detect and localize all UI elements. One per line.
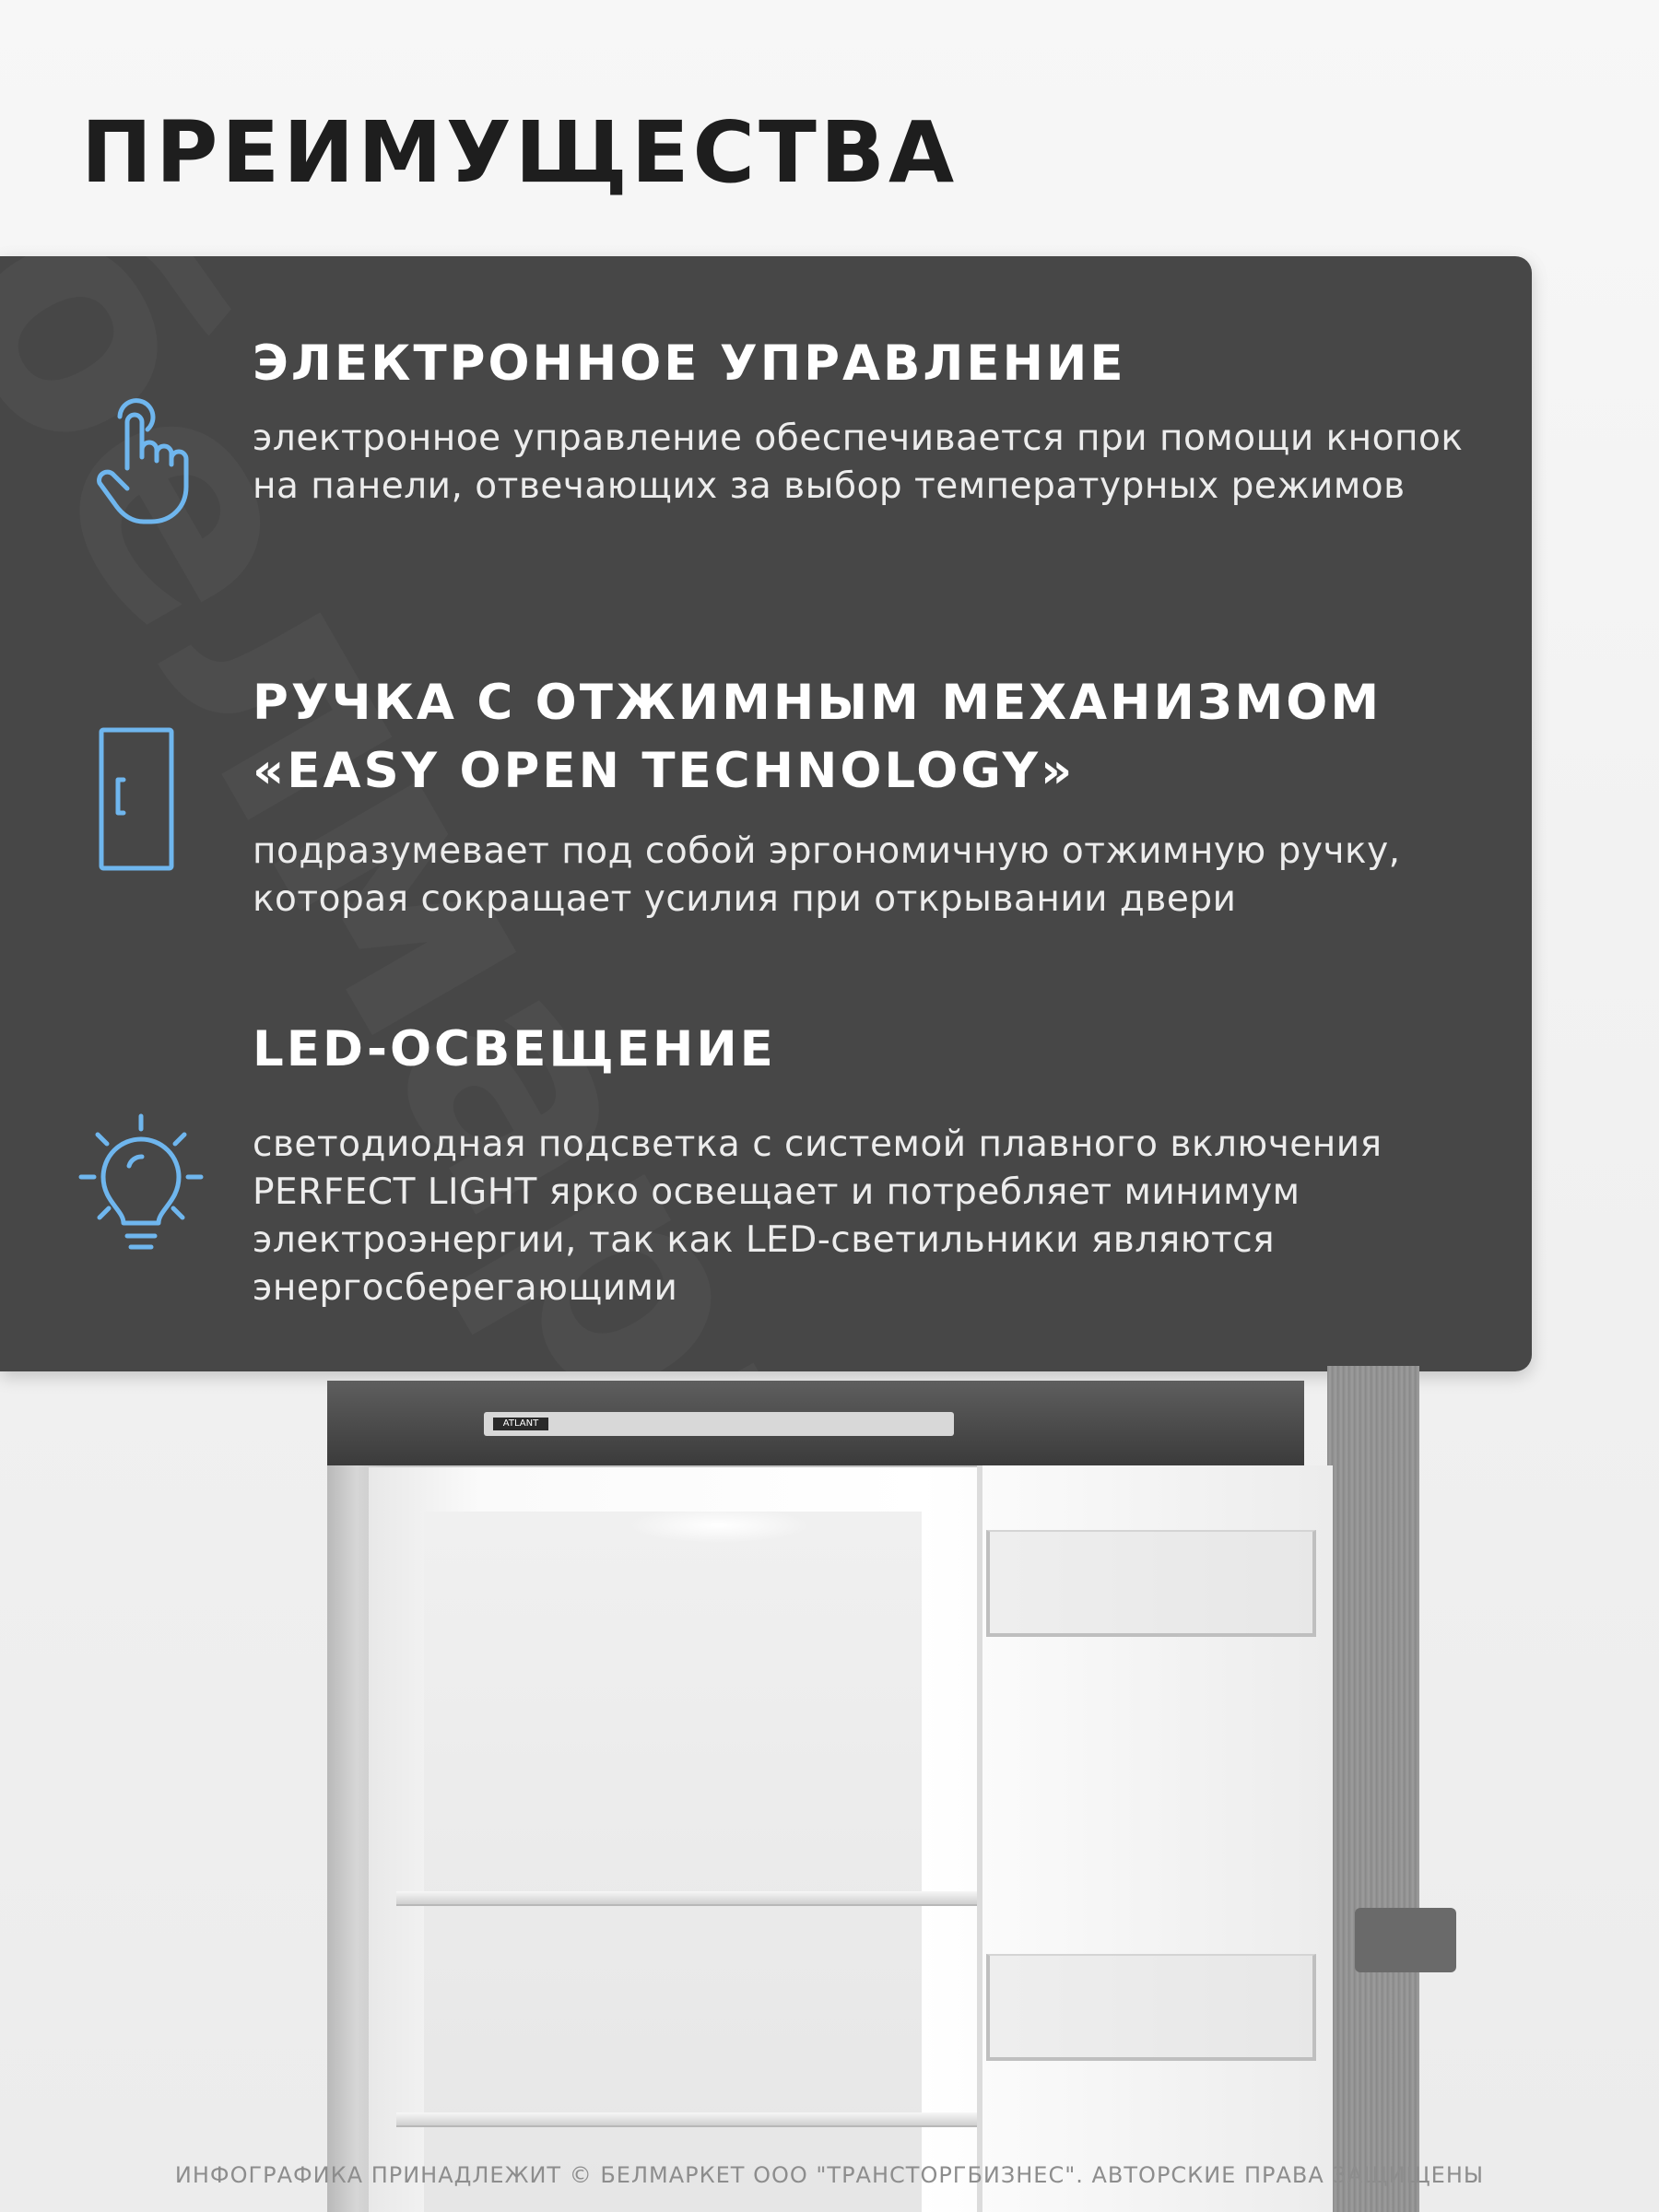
fridge-shelf [396,1891,986,1906]
brand-logo: ATLANT [493,1418,548,1430]
fridge-shelf [396,2112,986,2127]
feature-description: подразумевает под собой эргономичную отжимную ручку, которая сокращает усилия при открывании двери [253,830,1401,920]
fridge-door [1327,1366,1419,2212]
feature-description: электронное управление обеспечивается при помощи кнопок на панели, отвечающих за выбор температурных режимов [253,418,1464,507]
control-strip [484,1412,954,1436]
feature-title: LED-ОСВЕЩЕНИЕ [253,1021,776,1077]
door-hinge [1355,1908,1456,1972]
copyright-notice: ИНФОГРАФИКА ПРИНАДЛЕЖИТ © БЕЛМАРКЕТ ООО "ТРАНСТОРГБИЗНЕС". АВТОРСКИЕ ПРАВА ЗАЩИЩЕНЫ [174,2162,1485,2188]
door-bin [986,1530,1316,1637]
door-bin [986,1954,1316,2061]
feature-title: РУЧКА С ОТЖИМНЫМ МЕХАНИЗМОМ «EASY OPEN TECHNOLOGY» [253,675,1382,799]
touch-hand-icon [72,385,210,533]
door-handle-icon [72,724,210,872]
light-bulb-icon [72,1109,210,1256]
refrigerator-image [276,1327,1512,2212]
led-light-glow [627,1507,811,1544]
features-panel [0,256,1532,1371]
feature-description: светодиодная подсветка с системой плавного включения PERFECT LIGHT ярко освещает и потребляет минимум электроэнергии, так как LED-светильники являются энергосберегающими [253,1124,1382,1309]
fridge-back-wall [424,1512,922,2212]
page-title: ПРЕИМУЩЕСТВА [81,103,959,202]
feature-title: ЭЛЕКТРОННОЕ УПРАВЛЕНИЕ [253,335,1126,392]
